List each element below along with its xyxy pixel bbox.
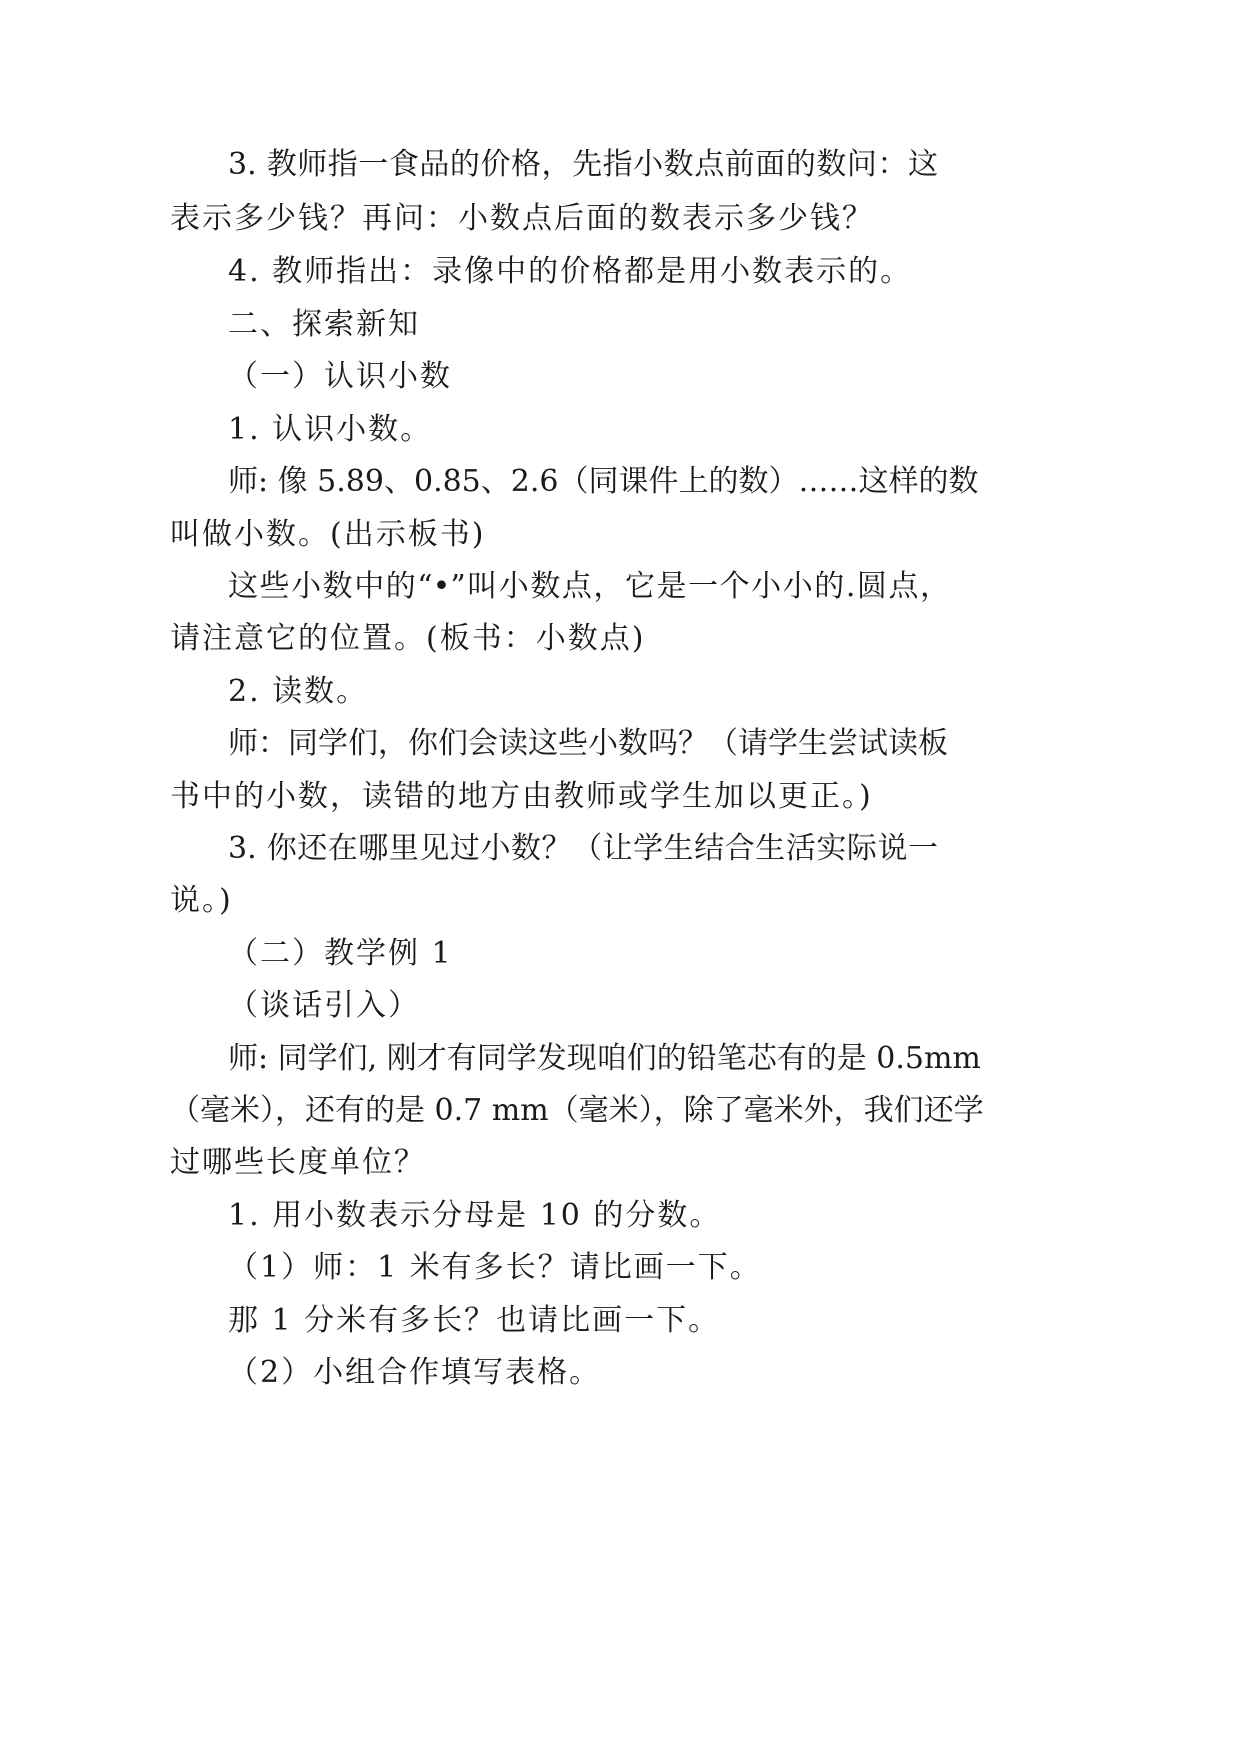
paragraph-line: 书中的小数，读错的地方由教师或学生加以更正。): [170, 779, 873, 814]
paragraph-line: 3. 教师指一食品的价格，先指小数点前面的数问：这: [228, 147, 938, 182]
paragraph-line: 叫做小数。(出示板书): [170, 517, 486, 552]
paragraph-line: （谈话引入）: [228, 988, 420, 1023]
paragraph-line: （毫米），还有的是 0.7 mm（毫米），除了毫米外，我们还学: [170, 1093, 984, 1128]
paragraph-line: 这些小数中的“•”叫小数点，它是一个小小的.圆点，: [228, 569, 950, 604]
paragraph-line: 1. 用小数表示分母是 10 的分数。: [228, 1198, 722, 1233]
subsection-heading: （二）教学例 1: [228, 936, 453, 971]
paragraph-line: 师：同学们，你们会读这些小数吗？（请学生尝试读板: [228, 726, 948, 761]
paragraph-line: 1. 认识小数。: [228, 412, 433, 447]
paragraph-line: 请注意它的位置。(板书：小数点): [170, 621, 646, 656]
paragraph-line: 说。): [170, 883, 233, 918]
paragraph-line: 师: 像 5.89、0.85、2.6（同课件上的数）……这样的数: [228, 464, 979, 499]
paragraph-line: 那 1 分米有多长？也请比画一下。: [228, 1303, 721, 1338]
paragraph-line: 过哪些长度单位？: [170, 1145, 426, 1180]
paragraph-line: 表示多少钱？再问：小数点后面的数表示多少钱？: [170, 201, 874, 236]
section-heading: 二、探索新知: [228, 307, 420, 342]
paragraph-line: （1）师：1 米有多长？请比画一下。: [228, 1250, 762, 1285]
paragraph-line: 师: 同学们, 刚才有同学发现咱们的铅笔芯有的是 0.5mm: [228, 1041, 981, 1076]
paragraph-line: 3. 你还在哪里见过小数？（让学生结合生活实际说一: [228, 831, 938, 866]
paragraph-line: 4. 教师指出：录像中的价格都是用小数表示的。: [228, 254, 913, 289]
subsection-heading: （一）认识小数: [228, 359, 452, 394]
paragraph-line: 2. 读数。: [228, 674, 369, 709]
paragraph-line: （2）小组合作填写表格。: [228, 1355, 602, 1390]
